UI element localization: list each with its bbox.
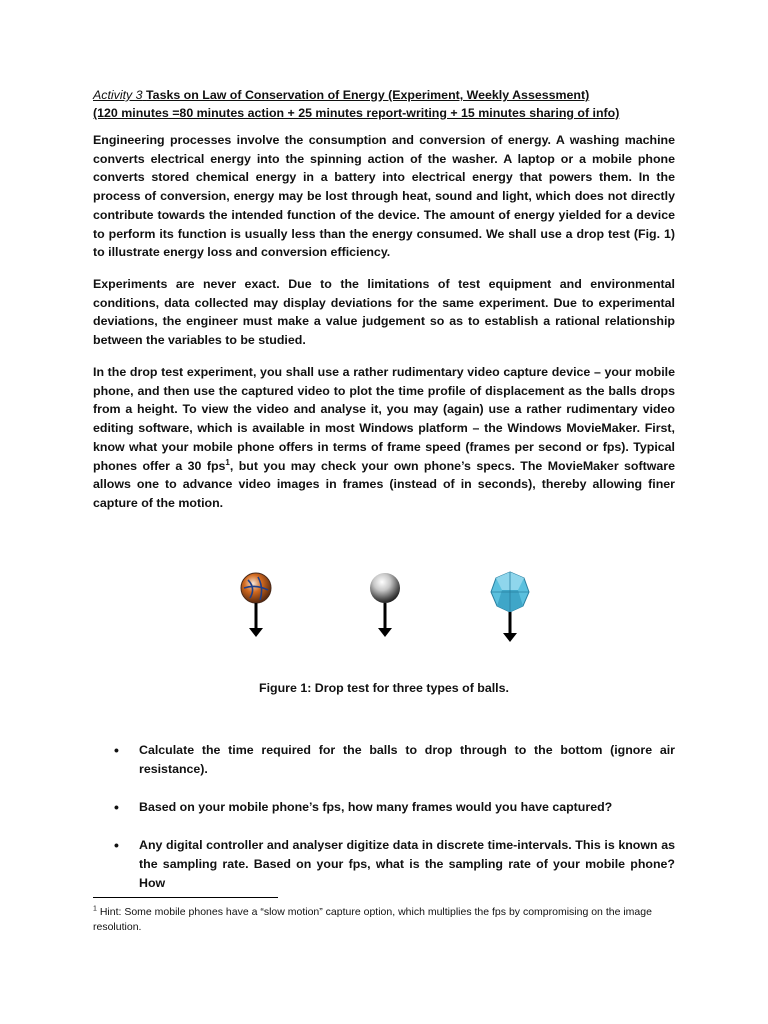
steel-ball-icon <box>365 572 405 640</box>
activity-label: Activity 3 <box>93 88 143 102</box>
paragraph-experiments-inexact: Experiments are never exact. Due to the limitations of test equipment and environmental conditions, data collected may display deviations for the same experiment. Due to experimental deviations, the engineer must make a value judgement so as to establish a rational relationship between the variables to be studied. <box>93 277 675 348</box>
paragraph-drop-test-part-a: In the drop test experiment, you shall use a rather rudimentary video capture device – your mobile phone, and then use the captured video to plot the time profile of displacement as the balls drops from a height. To view the video and analyse it, you may (again) use a rather rudimentary video editing software, which is available in most Windows platform – the Windows MovieMaker. First, know what your mobile phone offers in terms of frame speed (frames per second or fps). Typical phones offer a 30 fps <box>93 365 675 473</box>
figure-caption: Figure 1: Drop test for three types of balls. <box>259 681 509 695</box>
activity-heading <box>93 86 675 122</box>
bullet-text: Based on your mobile phone’s fps, how many frames would you have captured? <box>139 800 613 814</box>
activity-title: Tasks on Law of Conservation of Energy (Experiment, Weekly Assessment) <box>146 88 590 102</box>
bullet-text: Any digital controller and analyser digitize data in discrete time-intervals. This is known as the sampling rate. Based on your fps, what is the sampling rate of your mobile phone? How <box>139 838 675 890</box>
heading-title-line <box>93 86 675 104</box>
list-item <box>93 798 675 817</box>
activity-duration: (120 minutes =80 minutes action + 25 minutes report-writing + 15 minutes sharing of info) <box>93 106 620 120</box>
foam-ball-icon <box>488 570 532 644</box>
bullet-icon: • <box>114 742 119 758</box>
footnote-divider <box>93 897 278 898</box>
footnote <box>93 905 675 935</box>
bullet-text: Calculate the time required for the balls to drop through to the bottom (ignore air resistance). <box>139 743 675 776</box>
bullet-icon: • <box>114 799 119 815</box>
figure-drop-test <box>0 560 768 660</box>
footnote-text: Hint: Some mobile phones have a “slow motion” capture option, which multiplies the fps by compromising on the image resolution. <box>93 906 652 933</box>
paragraph-drop-test-part-b: , but you may check your own phone’s specs. The MovieMaker software allows one to advance video images in frames (instead of in seconds), thereby allowing finer capture of the motion. <box>93 458 675 510</box>
list-item <box>93 836 675 893</box>
bullet-icon: • <box>114 837 119 853</box>
list-item <box>93 741 675 779</box>
paragraph-drop-test-method <box>93 363 675 513</box>
paragraph-energy-processes: Engineering processes involve the consumption and conversion of energy. A washing machine converts electrical energy into the spinning action of the washer. A laptop or a mobile phone converts stored chemical energy in a battery into electrical energy that powers them. In the process of conversion, energy may be lost through heat, sound and light, which does not directly contribute towards the intended function of the device. The amount of energy yielded for a device to perform its function is usually less than the energy consumed. We shall use a drop test (Fig. 1) to illustrate energy loss and conversion efficiency. <box>93 133 675 260</box>
footnote-marker: 1 <box>93 905 97 913</box>
footnote-reference: 1 <box>225 457 230 467</box>
marble-ball-icon <box>236 572 276 640</box>
